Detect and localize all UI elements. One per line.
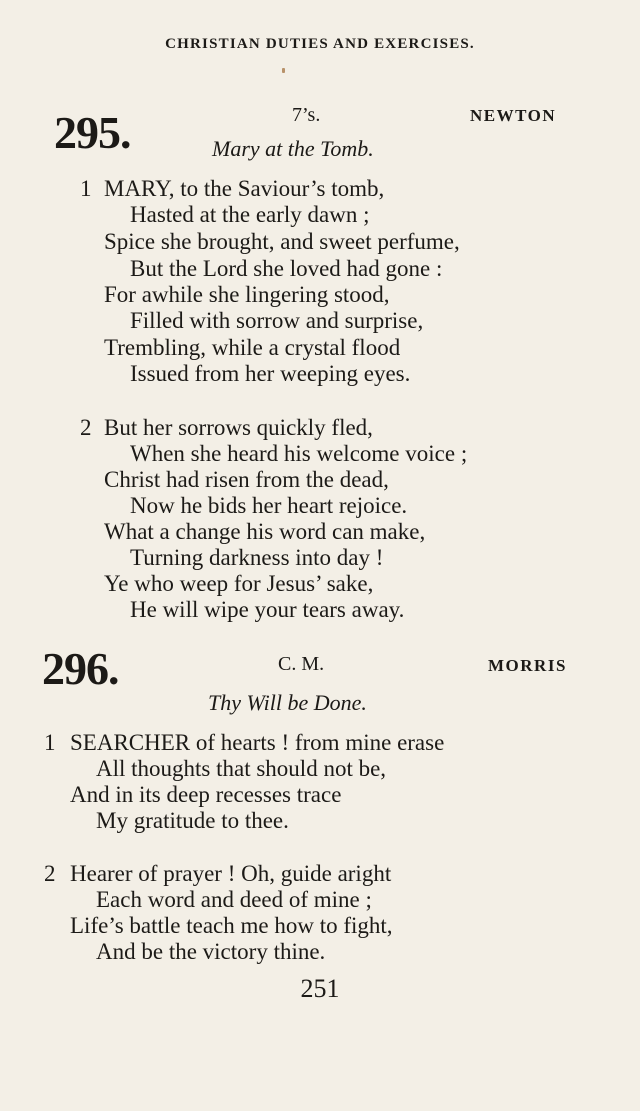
verse-line: He will wipe your tears away. (130, 597, 405, 622)
hymn-meter: 7’s. (292, 104, 321, 126)
verse-number: 2 (44, 861, 56, 886)
verse-line: When she heard his welcome voice ; (130, 441, 468, 466)
hymn-number: 295. (54, 107, 131, 158)
hymn-meter: C. M. (278, 653, 325, 675)
ink-speck (282, 68, 285, 73)
page-number: 251 (300, 974, 340, 1003)
verse-line: Turning darkness into day ! (130, 545, 384, 570)
verse-line: Ye who weep for Jesus’ sake, (104, 571, 374, 596)
verse-line: My gratitude to thee. (96, 808, 289, 833)
verse-number: 1 (80, 176, 92, 201)
verse-line: Life’s battle teach me how to fight, (70, 913, 393, 938)
verse-line: Hasted at the early dawn ; (130, 202, 370, 227)
verse-line: Now he bids her heart rejoice. (130, 493, 408, 518)
hymn-title: Mary at the Tomb. (212, 136, 374, 161)
verse-line: Issued from her weeping eyes. (130, 361, 411, 386)
hymn-tune: NEWTON (470, 106, 557, 125)
verse-line: And be the victory thine. (96, 939, 326, 964)
verse-line: MARY, to the Saviour’s tomb, (104, 176, 385, 201)
verse-line: SEARCHER of hearts ! from mine erase (70, 730, 445, 755)
verse-number: 2 (80, 415, 92, 440)
verse-line: But the Lord she loved had gone : (130, 256, 443, 281)
verse-line: But her sorrows quickly fled, (104, 415, 373, 440)
verse-line: Trembling, while a crystal flood (104, 335, 401, 360)
verse-line: Spice she brought, and sweet perfume, (104, 229, 460, 254)
hymn-number: 296. (42, 643, 119, 694)
hymn-title: Thy Will be Done. (208, 690, 367, 715)
running-head: CHRISTIAN DUTIES AND EXERCISES. (165, 36, 475, 52)
verse-line: Filled with sorrow and surprise, (130, 308, 424, 333)
verse-line: For awhile she lingering stood, (104, 282, 390, 307)
verse-line: Christ had risen from the dead, (104, 467, 389, 492)
verse-line: All thoughts that should not be, (96, 756, 387, 781)
verse-line: Each word and deed of mine ; (96, 887, 372, 912)
verse-line: Hearer of prayer ! Oh, guide aright (70, 861, 392, 886)
verse-number: 1 (44, 730, 56, 755)
verse-line: And in its deep recesses trace (70, 782, 342, 807)
verse-line: What a change his word can make, (104, 519, 426, 544)
hymn-tune: MORRIS (488, 656, 567, 675)
